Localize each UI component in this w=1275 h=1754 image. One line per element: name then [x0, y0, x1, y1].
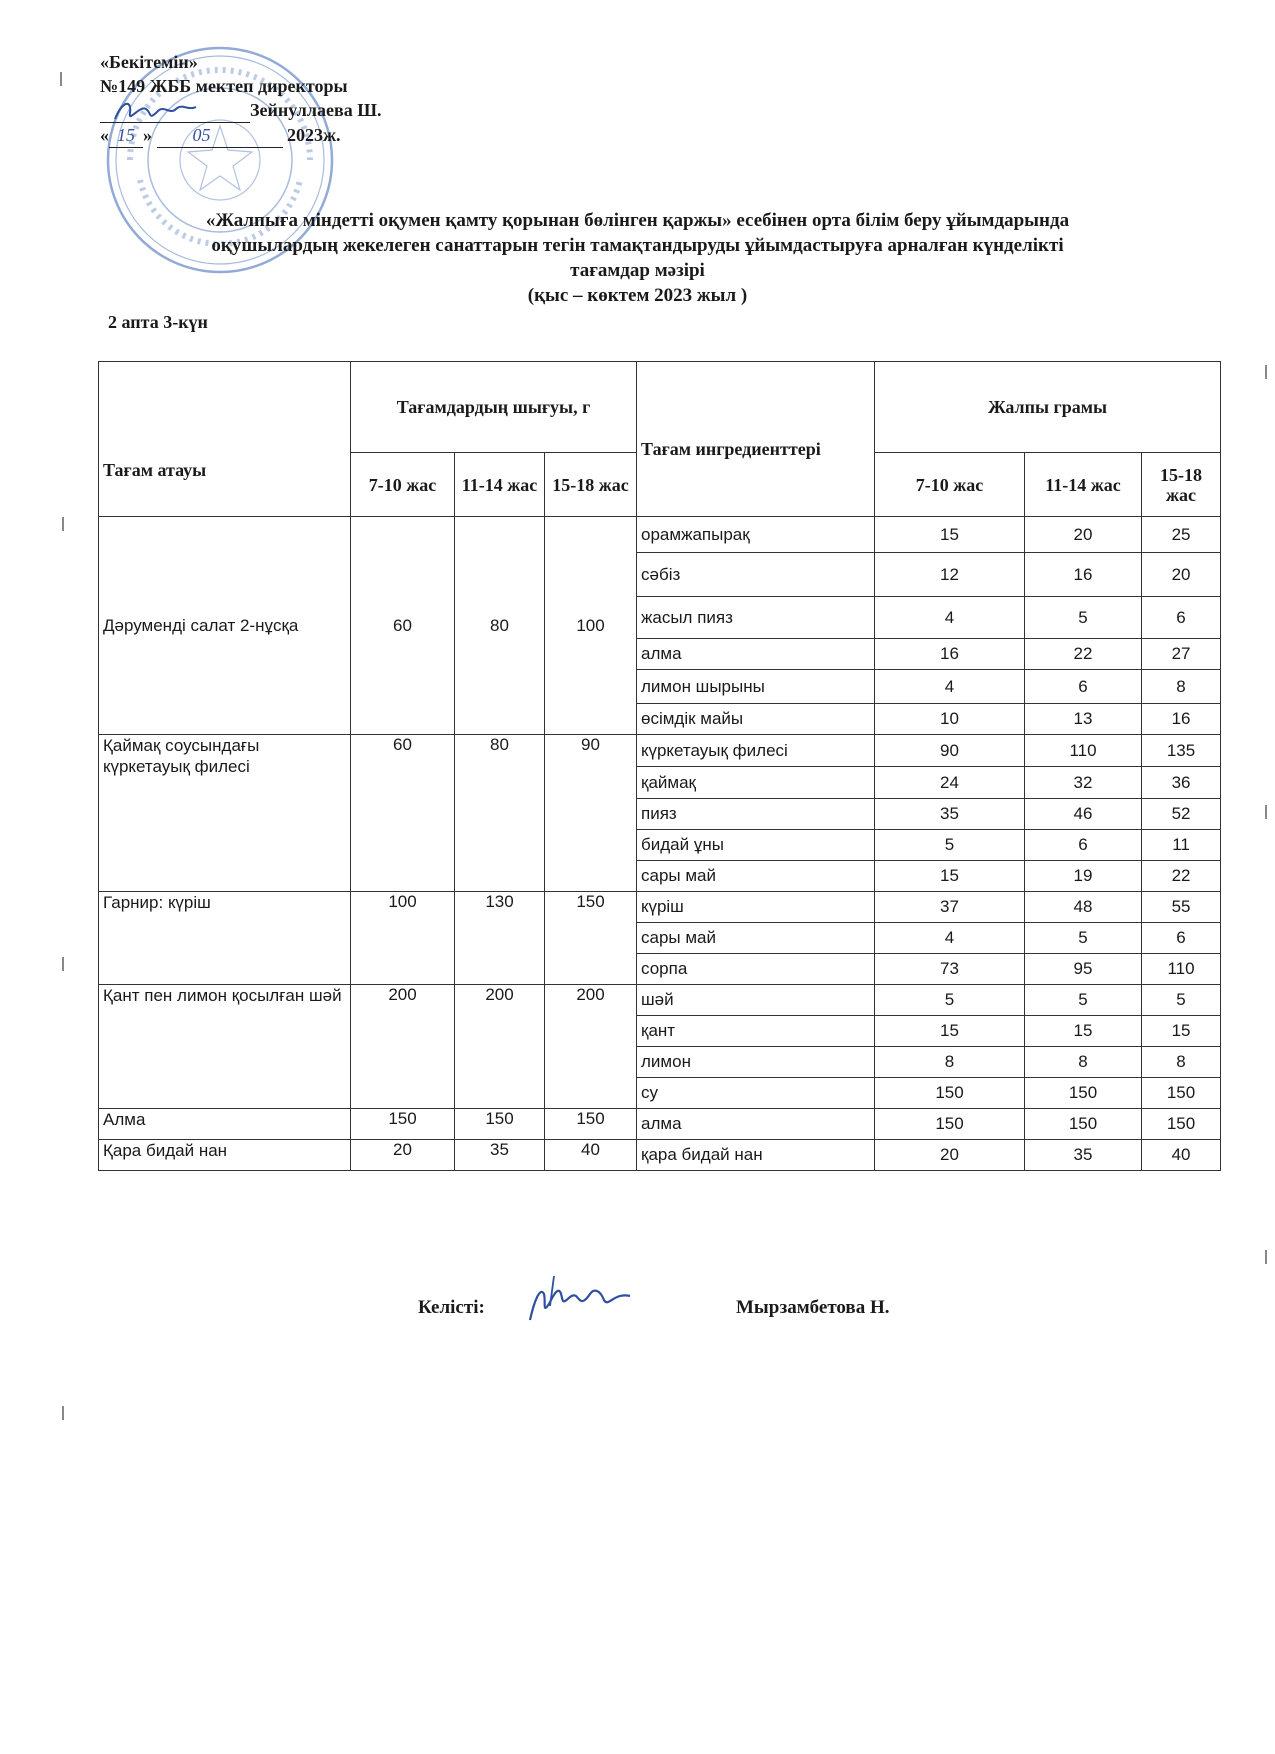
- ingredient-grams-age-2: 150: [1025, 1078, 1142, 1109]
- ingredient-grams-age-2: 32: [1025, 767, 1142, 799]
- ingredient-grams-age-3: 22: [1142, 861, 1221, 892]
- dish-output-age-1: 150: [351, 1109, 455, 1140]
- ingredient-grams-age-3: 150: [1142, 1109, 1221, 1140]
- ingredient-grams-age-2: 8: [1025, 1047, 1142, 1078]
- date-day: 15: [109, 123, 143, 148]
- ingredient-name: сары май: [637, 923, 875, 954]
- page-title: [95, 208, 1180, 283]
- ingredient-grams-age-1: 15: [875, 1016, 1025, 1047]
- ingredient-grams-age-1: 24: [875, 767, 1025, 799]
- dish-output-age-2: 80: [455, 735, 545, 892]
- date-year: 2023ж.: [287, 125, 341, 145]
- dish-output-age-1: 60: [351, 517, 455, 735]
- header-ingredients: Тағам ингредиенттері: [637, 362, 875, 517]
- header-output-age-11-14: 11-14 жас: [455, 453, 545, 517]
- header-output-age-15-18: 15-18 жас: [545, 453, 637, 517]
- table-row: [99, 517, 1221, 553]
- header-dish: Тағам атауы: [99, 362, 351, 517]
- ingredient-grams-age-1: 73: [875, 954, 1025, 985]
- ingredient-grams-age-2: 20: [1025, 517, 1142, 553]
- dish-output-age-3: 40: [545, 1140, 637, 1171]
- title-line-1: «Жалпыға міндетті оқумен қамту қорынан бөлінген қаржы» есебінен орта білім беру ұйымдарында: [205, 210, 1070, 231]
- ingredient-name: су: [637, 1078, 875, 1109]
- ingredient-name: күркетауық филесі: [637, 735, 875, 767]
- ingredient-grams-age-3: 5: [1142, 985, 1221, 1016]
- ingredient-grams-age-2: 6: [1025, 670, 1142, 704]
- ingredient-grams-age-3: 150: [1142, 1078, 1221, 1109]
- scan-mark: [62, 517, 64, 531]
- ingredient-name: жасыл пияз: [637, 597, 875, 639]
- dish-output-age-3: 100: [545, 517, 637, 735]
- ingredient-grams-age-3: 11: [1142, 830, 1221, 861]
- ingredient-grams-age-2: 6: [1025, 830, 1142, 861]
- ingredient-grams-age-2: 13: [1025, 704, 1142, 735]
- ingredient-grams-age-2: 5: [1025, 923, 1142, 954]
- ingredient-grams-age-2: 22: [1025, 639, 1142, 670]
- table-row: [99, 735, 1221, 767]
- ingredient-grams-age-3: 40: [1142, 1140, 1221, 1171]
- agreed-signature: [520, 1272, 640, 1332]
- ingredient-grams-age-1: 37: [875, 892, 1025, 923]
- dish-name: Қант пен лимон қосылған шәй: [99, 985, 351, 1109]
- dish-output-age-1: 100: [351, 892, 455, 985]
- ingredient-grams-age-1: 4: [875, 597, 1025, 639]
- dish-output-age-3: 200: [545, 985, 637, 1109]
- dish-output-age-3: 90: [545, 735, 637, 892]
- ingredient-name: бидай ұны: [637, 830, 875, 861]
- ingredient-grams-age-1: 150: [875, 1109, 1025, 1140]
- ingredient-grams-age-2: 150: [1025, 1109, 1142, 1140]
- approval-date: [100, 123, 381, 148]
- dish-output-age-1: 200: [351, 985, 455, 1109]
- header-total-age-15-18: 15-18 жас: [1142, 453, 1221, 517]
- header-total-age-11-14: 11-14 жас: [1025, 453, 1142, 517]
- dish-output-age-3: 150: [545, 892, 637, 985]
- table-row: [99, 1109, 1221, 1140]
- ingredient-name: алма: [637, 639, 875, 670]
- ingredient-grams-age-1: 5: [875, 830, 1025, 861]
- ingredient-grams-age-1: 5: [875, 985, 1025, 1016]
- menu-table: [98, 361, 1221, 1171]
- dish-name: Қаймақ соусындағы күркетауық филесі: [99, 735, 351, 892]
- dish-output-age-2: 200: [455, 985, 545, 1109]
- header-output: Тағамдардың шығуы, г: [351, 362, 637, 453]
- ingredient-grams-age-3: 27: [1142, 639, 1221, 670]
- ingredient-grams-age-1: 12: [875, 553, 1025, 597]
- dish-output-age-3: 150: [545, 1109, 637, 1140]
- scan-mark: [60, 72, 62, 86]
- ingredient-name: күріш: [637, 892, 875, 923]
- header-output-age-7-10: 7-10 жас: [351, 453, 455, 517]
- scan-mark: [62, 1406, 64, 1420]
- header-total-age-7-10: 7-10 жас: [875, 453, 1025, 517]
- season-subtitle: (қыс – көктем 2023 жыл ): [527, 285, 748, 306]
- ingredient-grams-age-2: 48: [1025, 892, 1142, 923]
- date-quote-close: »: [143, 125, 152, 145]
- director-name: Зейнуллаева Ш.: [250, 100, 382, 120]
- table-row: [99, 1140, 1221, 1171]
- menu-table-body: [99, 517, 1221, 1171]
- ingredient-grams-age-1: 16: [875, 639, 1025, 670]
- ingredient-grams-age-2: 95: [1025, 954, 1142, 985]
- dish-name: Қара бидай нан: [99, 1140, 351, 1171]
- ingredient-grams-age-3: 16: [1142, 704, 1221, 735]
- ingredient-name: қант: [637, 1016, 875, 1047]
- ingredient-grams-age-3: 36: [1142, 767, 1221, 799]
- ingredient-grams-age-3: 8: [1142, 670, 1221, 704]
- ingredient-grams-age-2: 5: [1025, 597, 1142, 639]
- ingredient-grams-age-2: 46: [1025, 799, 1142, 830]
- director-name-line: [100, 98, 381, 123]
- dish-output-age-2: 80: [455, 517, 545, 735]
- date-quote-open: «: [100, 125, 109, 145]
- ingredient-name: өсімдік майы: [637, 704, 875, 735]
- ingredient-name: алма: [637, 1109, 875, 1140]
- ingredient-grams-age-1: 20: [875, 1140, 1025, 1171]
- ingredient-grams-age-1: 10: [875, 704, 1025, 735]
- ingredient-grams-age-3: 25: [1142, 517, 1221, 553]
- ingredient-grams-age-2: 35: [1025, 1140, 1142, 1171]
- scan-mark: [1265, 1250, 1267, 1264]
- approve-label: «Бекітемін»: [100, 52, 198, 72]
- ingredient-grams-age-3: 52: [1142, 799, 1221, 830]
- ingredient-grams-age-1: 15: [875, 517, 1025, 553]
- ingredient-name: қара бидай нан: [637, 1140, 875, 1171]
- ingredient-grams-age-3: 8: [1142, 1047, 1221, 1078]
- table-row: [99, 985, 1221, 1016]
- ingredient-grams-age-3: 6: [1142, 923, 1221, 954]
- dish-output-age-1: 60: [351, 735, 455, 892]
- ingredient-grams-age-2: 110: [1025, 735, 1142, 767]
- title-line-3: тағамдар мәзірі: [570, 260, 705, 281]
- header-total: Жалпы грамы: [875, 362, 1221, 453]
- title-line-2: оқушылардың жекелеген санаттарын тегін тамақтандыруды ұйымдастыруға арналған күнделікті: [211, 235, 1064, 256]
- dish-name: Дәруменді салат 2-нұсқа: [99, 517, 351, 735]
- ingredient-grams-age-2: 5: [1025, 985, 1142, 1016]
- ingredient-grams-age-1: 4: [875, 670, 1025, 704]
- ingredient-grams-age-2: 19: [1025, 861, 1142, 892]
- scan-mark: [62, 957, 64, 971]
- ingredient-grams-age-1: 150: [875, 1078, 1025, 1109]
- ingredient-name: орамжапырақ: [637, 517, 875, 553]
- ingredient-grams-age-3: 20: [1142, 553, 1221, 597]
- week-day-label: 2 апта 3-күн: [108, 312, 208, 332]
- ingredient-grams-age-1: 35: [875, 799, 1025, 830]
- agreed-label: Келісті:: [418, 1297, 485, 1318]
- dish-output-age-2: 150: [455, 1109, 545, 1140]
- ingredient-grams-age-3: 15: [1142, 1016, 1221, 1047]
- dish-output-age-1: 20: [351, 1140, 455, 1171]
- approval-block: [100, 50, 381, 148]
- ingredient-grams-age-3: 110: [1142, 954, 1221, 985]
- ingredient-grams-age-3: 6: [1142, 597, 1221, 639]
- scan-mark: [1265, 365, 1267, 379]
- date-month: 05: [157, 123, 247, 148]
- ingredient-grams-age-3: 135: [1142, 735, 1221, 767]
- ingredient-name: сәбіз: [637, 553, 875, 597]
- ingredient-grams-age-3: 55: [1142, 892, 1221, 923]
- table-row: [99, 892, 1221, 923]
- ingredient-grams-age-1: 15: [875, 861, 1025, 892]
- ingredient-name: шәй: [637, 985, 875, 1016]
- ingredient-grams-age-1: 8: [875, 1047, 1025, 1078]
- ingredient-grams-age-2: 15: [1025, 1016, 1142, 1047]
- ingredient-name: қаймақ: [637, 767, 875, 799]
- ingredient-grams-age-1: 90: [875, 735, 1025, 767]
- ingredient-name: лимон шырыны: [637, 670, 875, 704]
- ingredient-name: пияз: [637, 799, 875, 830]
- ingredient-grams-age-2: 16: [1025, 553, 1142, 597]
- dish-output-age-2: 130: [455, 892, 545, 985]
- dish-name: Гарнир: күріш: [99, 892, 351, 985]
- ingredient-name: сары май: [637, 861, 875, 892]
- ingredient-grams-age-1: 4: [875, 923, 1025, 954]
- dish-name: Алма: [99, 1109, 351, 1140]
- scan-mark: [1265, 805, 1267, 819]
- dish-output-age-2: 35: [455, 1140, 545, 1171]
- ingredient-name: сорпа: [637, 954, 875, 985]
- director-position: №149 ЖББ мектеп директоры: [100, 76, 348, 96]
- ingredient-name: лимон: [637, 1047, 875, 1078]
- agreed-name: Мырзамбетова Н.: [736, 1297, 890, 1318]
